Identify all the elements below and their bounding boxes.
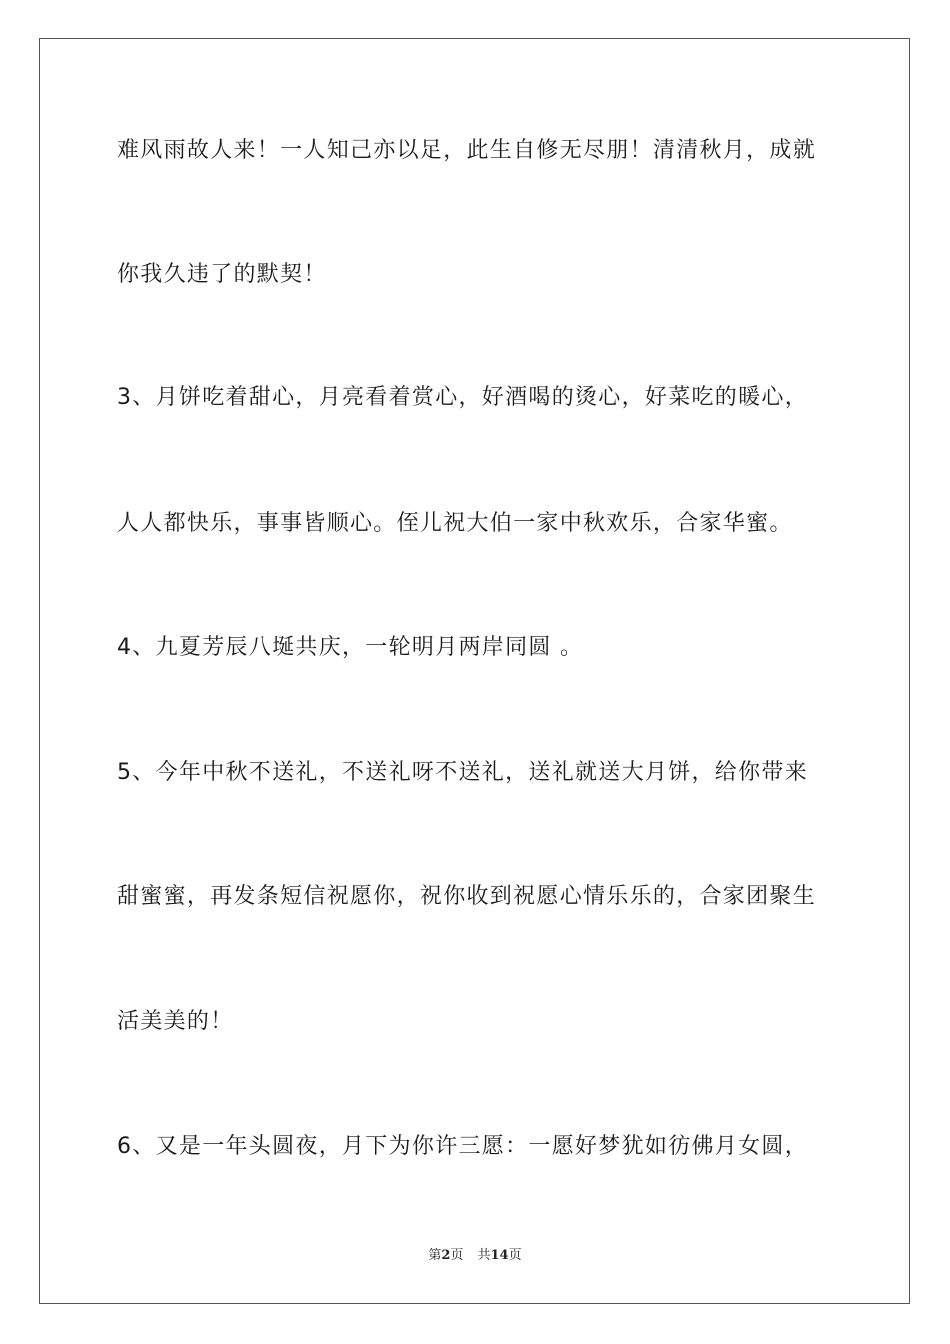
text-line: 5、今年中秋不送礼，不送礼呀不送礼，送礼就送大月饼，给你带来 <box>117 760 808 785</box>
text-line: 人人都快乐，事事皆顺心。侄儿祝大伯一家中秋欢乐，合家华蜜。 <box>117 511 793 536</box>
total-pages: 14 <box>490 1248 509 1263</box>
page-suffix: 页 <box>450 1248 464 1263</box>
total-suffix: 页 <box>508 1248 522 1263</box>
text-line: 难风雨故人来！一人知己亦以足，此生自修无尽朋！清清秋月，成就 <box>117 138 817 163</box>
text-line: 你我久违了的默契！ <box>117 262 327 287</box>
text-line: 3、月饼吃着甜心，月亮看着赏心，好酒喝的烫心，好菜吃的暖心， <box>117 385 808 410</box>
text-line: 活美美的！ <box>117 1009 234 1034</box>
page-prefix: 第 <box>428 1248 442 1263</box>
page-border <box>39 38 910 1304</box>
text-line: 4、九夏芳辰八埏共庆，一轮明月两岸同圆 。 <box>117 635 584 660</box>
text-line: 6、又是一年头圆夜，月下为你许三愿：一愿好梦犹如彷佛月女圆， <box>117 1134 808 1159</box>
page-number: 2 <box>441 1248 451 1263</box>
text-line: 甜蜜蜜，再发条短信祝愿你，祝你收到祝愿心情乐乐的，合家团聚生 <box>117 884 817 909</box>
page-footer <box>0 1247 950 1265</box>
total-prefix: 共 <box>477 1248 491 1263</box>
